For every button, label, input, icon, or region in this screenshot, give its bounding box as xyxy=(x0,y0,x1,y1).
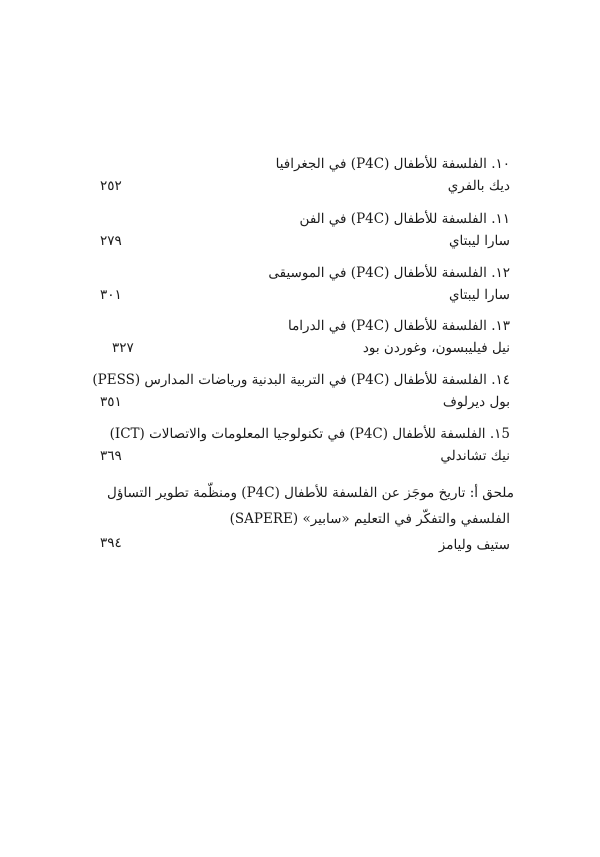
page-number: ٣٥١ xyxy=(100,394,122,410)
appendix-title-line-1: ملحق أ: تاريخ موجَز عن الفلسفة للأطفال (P4C) ومنظّمة تطوير التساؤل xyxy=(107,485,514,501)
page-number: ٣٩٤ xyxy=(100,535,122,551)
chapter-number: ١٢. xyxy=(491,265,510,281)
chapter-title: الفلسفة للأطفال (P4C) في الفن xyxy=(299,211,487,227)
toc-entry-12[interactable] xyxy=(100,264,510,304)
toc-entry-10[interactable] xyxy=(100,155,510,195)
toc-entry-appendix-a[interactable] xyxy=(100,484,514,564)
toc-entry-title xyxy=(276,155,510,173)
page-number: ٢٧٩ xyxy=(100,233,122,249)
toc-entry-13[interactable] xyxy=(100,317,510,357)
chapter-number: ١5. xyxy=(489,426,510,442)
toc-entry-14[interactable] xyxy=(92,371,510,411)
toc-entry-title xyxy=(92,371,510,389)
chapter-number: ١١. xyxy=(491,211,510,227)
chapter-number: ١٣. xyxy=(491,318,510,334)
toc-entry-title xyxy=(300,210,510,228)
toc-entry-15[interactable] xyxy=(100,425,510,465)
chapter-title: الفلسفة للأطفال (P4C) في الدراما xyxy=(287,318,487,334)
chapter-author: سارا ليبتاي xyxy=(448,233,510,249)
page-number: ٢٥٢ xyxy=(100,178,122,194)
chapter-author: نيل فيليبسون، وغوردن بود xyxy=(362,340,510,356)
chapter-author: نيك تشاندلي xyxy=(440,448,510,464)
page-number: ٣٠١ xyxy=(100,287,122,303)
chapter-title: الفلسفة للأطفال (P4C) في التربية البدنية ورياضات المدارس (PESS) xyxy=(92,372,487,388)
chapter-title: الفلسفة للأطفال (P4C) في تكنولوجيا المعلومات والاتصالات (ICT) xyxy=(109,426,486,442)
toc-entry-title xyxy=(288,317,510,335)
toc-entry-11[interactable] xyxy=(100,210,510,250)
chapter-title: الفلسفة للأطفال (P4C) في الموسيقى xyxy=(268,265,487,281)
chapter-author: ديك بالفري xyxy=(447,178,510,194)
chapter-author: سارا ليبتاي xyxy=(448,287,510,303)
appendix-title-line-2: الفلسفي والتفكّر في التعليم «سابير» (SAPERE) xyxy=(229,511,510,527)
chapter-number: ١٠. xyxy=(491,156,510,172)
page-number: ٣٦٩ xyxy=(100,448,122,464)
appendix-author: ستيف وليامز xyxy=(438,537,510,553)
toc-entry-title xyxy=(110,425,510,443)
page-number: ٣٢٧ xyxy=(112,340,134,356)
toc-entry-title xyxy=(268,264,510,282)
chapter-number: ١٤. xyxy=(491,372,510,388)
chapter-title: الفلسفة للأطفال (P4C) في الجغرافيا xyxy=(275,156,487,172)
chapter-author: بول ديرلوف xyxy=(442,394,510,410)
